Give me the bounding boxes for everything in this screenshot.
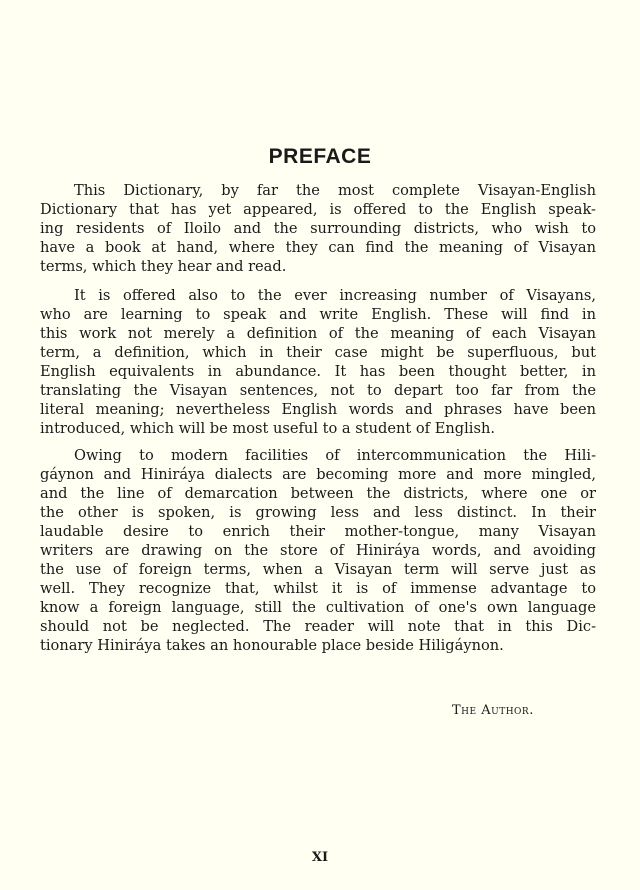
- text-line: and the line of demarcation between the districts, where one or: [40, 485, 596, 502]
- text-line: literal meaning; nevertheless English words and phrases have been: [40, 401, 596, 418]
- signature: The Author.: [452, 703, 534, 718]
- text-line: laudable desire to enrich their mother-tongue, many Visayan: [40, 523, 596, 540]
- text-line: translating the Visayan sentences, not to depart too far from the: [40, 382, 596, 399]
- page-title: PREFACE: [268, 145, 372, 168]
- text-line: ing residents of Iloilo and the surrounding districts, who wish to: [40, 220, 596, 237]
- text-line: know a foreign language, still the cultivation of one's own language: [40, 599, 596, 616]
- text-line: English equivalents in abundance. It has been thought better, in: [40, 363, 596, 380]
- text-line: well. They recognize that, whilst it is of immense advantage to: [40, 580, 596, 597]
- paragraph-2: [40, 286, 596, 438]
- text-line: should not be neglected. The reader will note that in this Dic-: [40, 618, 596, 635]
- text-line: terms, which they hear and read.: [40, 258, 287, 275]
- text-line: who are learning to speak and write English. These will find in: [40, 306, 596, 323]
- page-number: XI: [311, 850, 329, 865]
- text-line: this work not merely a definition of the meaning of each Visayan: [40, 325, 596, 342]
- text-line: writers are drawing on the store of Hiniráya words, and avoiding: [40, 542, 596, 559]
- text-line: Owing to modern facilities of intercommunication the Hili-: [74, 447, 596, 464]
- paragraph-1: [40, 181, 596, 276]
- paragraph-3: [40, 446, 596, 655]
- text-line: have a book at hand, where they can find the meaning of Visayan: [40, 239, 596, 256]
- text-line: Dictionary that has yet appeared, is offered to the English speak-: [40, 201, 596, 218]
- text-line: gáynon and Hiniráya dialects are becoming more and more mingled,: [40, 466, 596, 483]
- text-line: term, a definition, which in their case might be superfluous, but: [40, 344, 596, 361]
- text-line: It is offered also to the ever increasing number of Visayans,: [74, 287, 596, 304]
- text-line: tionary Hiniráya takes an honourable place beside Hiligáynon.: [40, 637, 504, 654]
- text-line: This Dictionary, by far the most complete Visayan-English: [74, 182, 596, 199]
- text-line: introduced, which will be most useful to a student of English.: [40, 420, 495, 437]
- text-line: the other is spoken, is growing less and less distinct. In their: [40, 504, 596, 521]
- text-line: the use of foreign terms, when a Visayan term will serve just as: [40, 561, 596, 578]
